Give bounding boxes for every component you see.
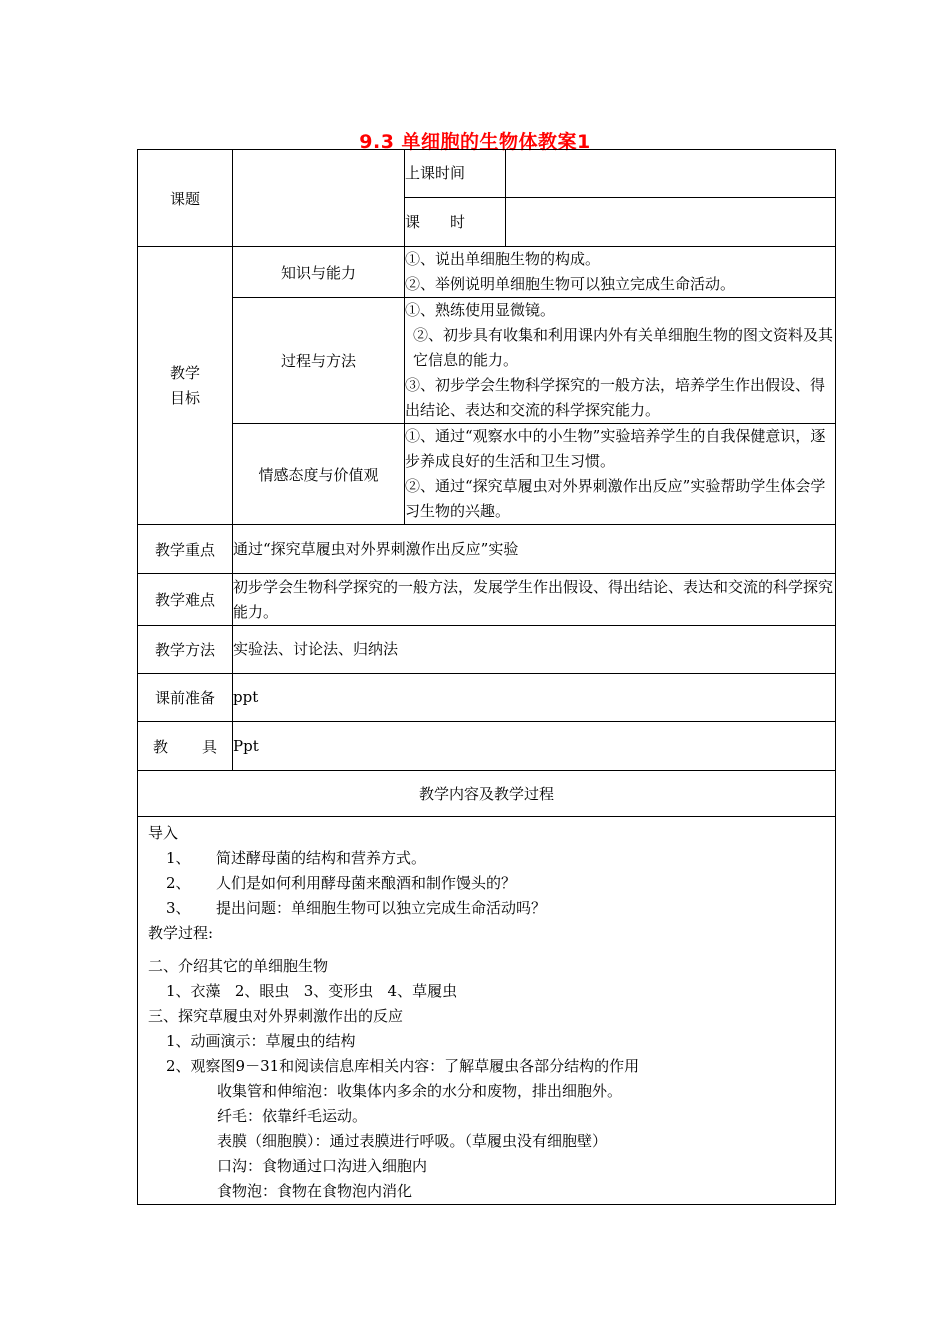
intro-item (148, 846, 825, 871)
content-body-row (138, 817, 836, 1205)
intro-label: 导入 (148, 824, 179, 842)
period-value-cell (506, 198, 836, 247)
topic-row (138, 150, 836, 198)
process-item: ②、初步具有收集和利用课内外有关单细胞生物的图文资料及其它信息的能力。 (413, 326, 834, 369)
difficulty-label: 教学难点 (138, 574, 233, 626)
objective-knowledge-row (138, 247, 836, 298)
structure-item: 表膜（细胞膜）：通过表膜进行呼吸。（草履虫没有细胞壁） (217, 1132, 608, 1150)
emotion-items (405, 424, 836, 525)
section-2-heading: 二、介绍其它的单细胞生物 (148, 957, 329, 975)
intro-item (148, 896, 825, 921)
prep-row (138, 674, 836, 722)
focus-value: 通过“探究草履虫对外界刺激作出反应”实验 (233, 525, 836, 574)
focus-label: 教学重点 (138, 525, 233, 574)
knowledge-item: ②、举例说明单细胞生物可以独立完成生命活动。 (405, 275, 736, 293)
process-label: 过程与方法 (233, 298, 405, 424)
tools-value: Ppt (233, 722, 836, 771)
objectives-label-line-2: 目标 (169, 388, 200, 407)
intro-item-text: 人们是如何利用酵母菌来酿酒和制作馒头的？ (216, 874, 517, 892)
process-heading: 教学过程: (148, 924, 214, 942)
content-heading: 教学内容及教学过程 (138, 771, 836, 817)
knowledge-item: ①、说出单细胞生物的构成。 (405, 250, 601, 268)
objectives-label (138, 247, 233, 525)
emotion-item: ①、通过“观察水中的小生物”实验培养学生的自我保健意识，逐步养成良好的生活和卫生习惯。 (405, 427, 826, 470)
prep-label: 课前准备 (138, 674, 233, 722)
process-item: ①、熟练使用显微镜。 (405, 301, 556, 319)
focus-row (138, 525, 836, 574)
process-items (405, 298, 836, 424)
tools-label-char-2: 具 (202, 737, 218, 756)
topic-label: 课题 (138, 150, 233, 247)
period-label-char-2: 时 (450, 212, 466, 231)
objectives-label-line-1: 教学 (169, 363, 200, 382)
section-3-item: 2、观察图9－31和阅读信息库相关内容：了解草履虫各部分结构的作用 (166, 1057, 640, 1075)
tools-row (138, 722, 836, 771)
emotion-label: 情感态度与价值观 (233, 424, 405, 525)
objective-process-row (138, 298, 836, 424)
structure-item: 收集管和伸缩泡：收集体内多余的水分和废物，排出细胞外。 (217, 1082, 623, 1100)
content-heading-row (138, 771, 836, 817)
tools-label (138, 722, 233, 771)
objective-emotion-row (138, 424, 836, 525)
class-time-label: 上课时间 (405, 150, 506, 198)
intro-item-text: 提出问题：单细胞生物可以独立完成生命活动吗？ (216, 899, 547, 917)
intro-item-num: 3、 (166, 899, 191, 917)
structure-item: 食物泡：食物在食物泡内消化 (217, 1182, 413, 1200)
intro-item (148, 871, 825, 896)
emotion-item: ②、通过“探究草履虫对外界刺激作出反应”实验帮助学生体会学习生物的兴趣。 (405, 477, 826, 520)
difficulty-row (138, 574, 836, 626)
process-item: ③、初步学会生物科学探究的一般方法，培养学生作出假设、得出结论、表达和交流的科学探究能力。 (405, 376, 826, 419)
method-label: 教学方法 (138, 626, 233, 674)
method-value: 实验法、讨论法、归纳法 (233, 626, 836, 674)
difficulty-value: 初步学会生物科学探究的一般方法，发展学生作出假设、得出结论、表达和交流的科学探究能力。 (233, 574, 836, 626)
document-title: 9.3 单细胞的生物体教案1 (359, 131, 591, 153)
prep-value: ppt (233, 674, 836, 722)
lesson-plan-table (137, 149, 836, 1205)
knowledge-label: 知识与能力 (233, 247, 405, 298)
topic-value-cell (233, 150, 405, 247)
section-3-item: 1、动画演示：草履虫的结构 (166, 1032, 356, 1050)
structure-item: 口沟：食物通过口沟进入细胞内 (217, 1157, 428, 1175)
intro-item-num: 2、 (166, 874, 191, 892)
structure-item: 纤毛：依靠纤毛运动。 (217, 1107, 368, 1125)
tools-label-char-1: 教 (152, 737, 168, 756)
knowledge-items (405, 247, 836, 298)
lesson-plan-form (137, 149, 835, 1205)
intro-item-text: 简述酵母菌的结构和营养方式。 (216, 849, 427, 867)
section-2-items: 1、衣藻 2、眼虫 3、变形虫 4、草履虫 (166, 982, 458, 1000)
content-body (138, 817, 836, 1205)
class-time-value-cell (506, 150, 836, 198)
section-3-heading: 三、探究草履虫对外界刺激作出的反应 (148, 1007, 404, 1025)
period-label-char-1: 课 (405, 212, 421, 231)
intro-item-num: 1、 (166, 849, 191, 867)
method-row (138, 626, 836, 674)
period-label (405, 198, 506, 247)
